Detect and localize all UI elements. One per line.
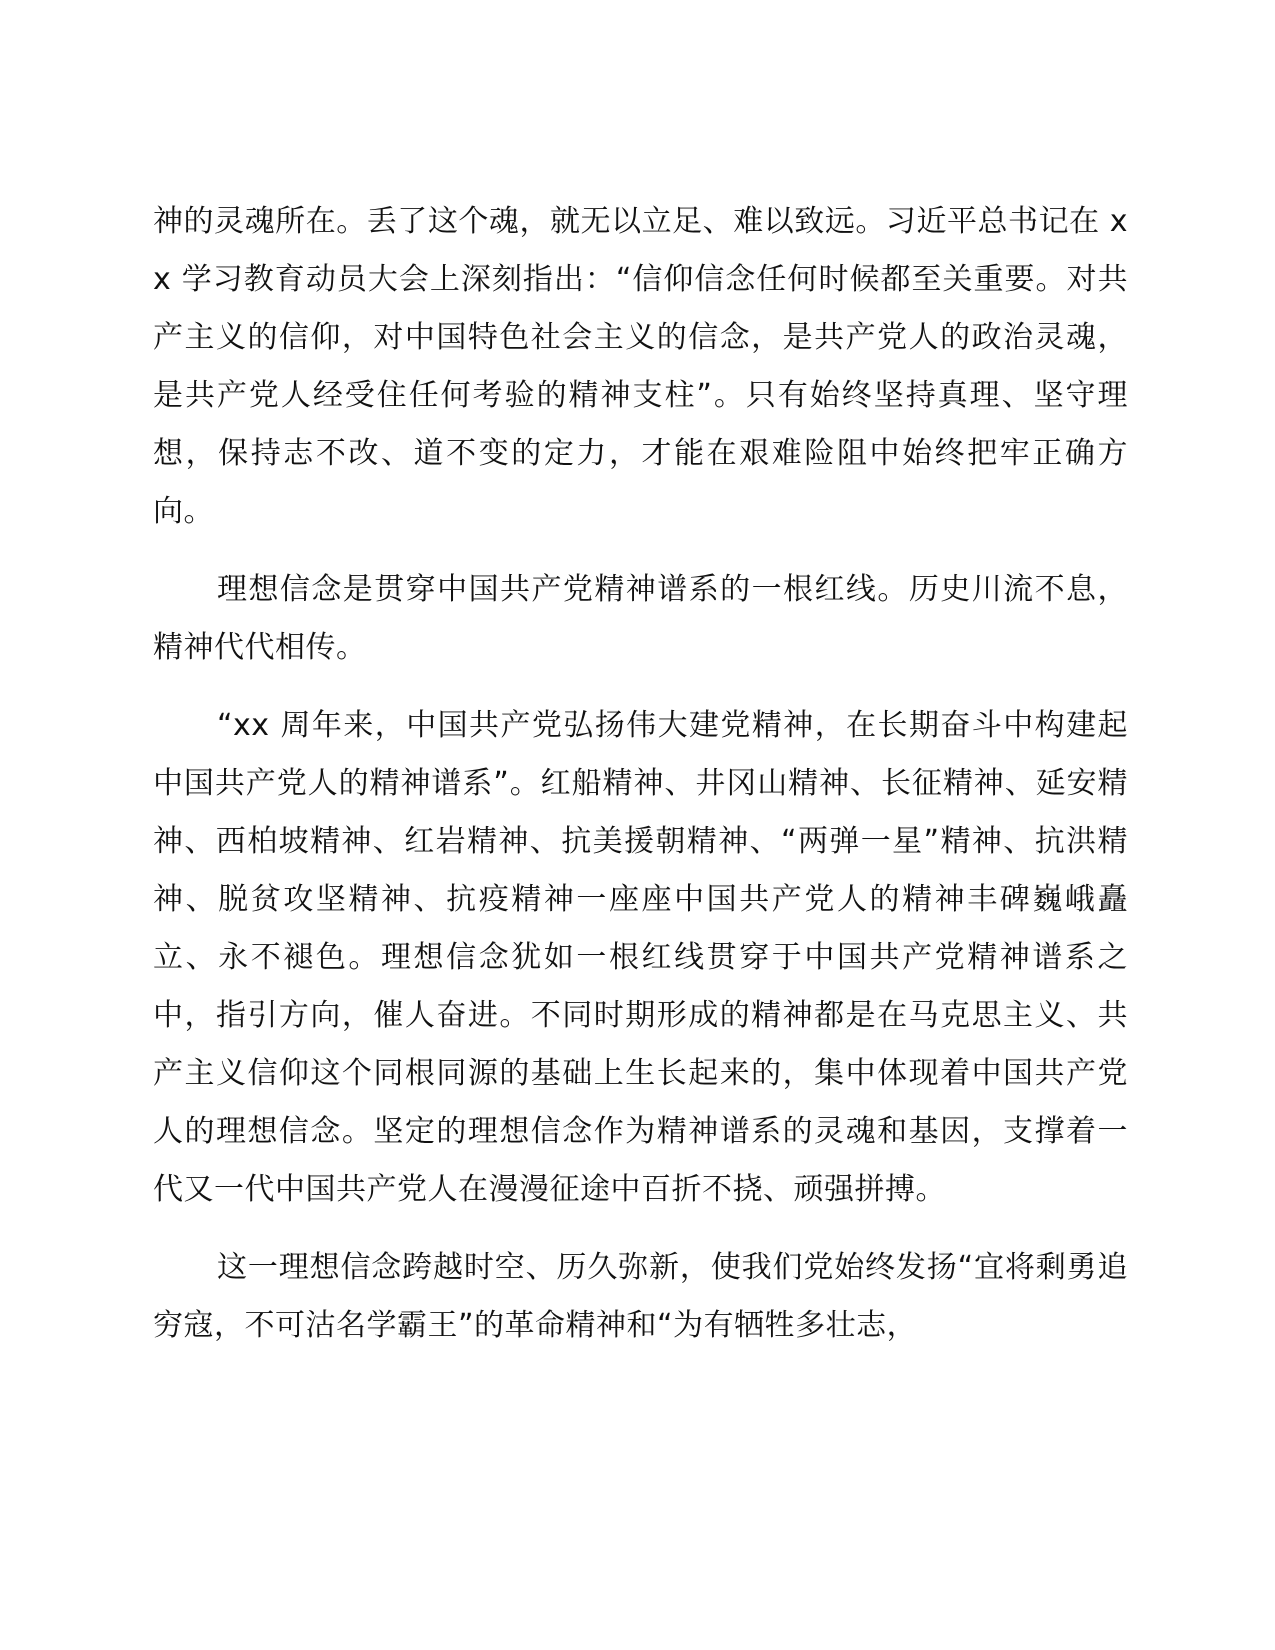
- paragraph-1: 神的灵魂所在。丢了这个魂，就无以立足、难以致远。习近平总书记在 xx 学习教育动员大会上深刻指出：“信仰信念任何时候都至关重要。对共产主义的信仰，对中国特色社会主义的信念，是共产党人的政治灵魂，是共产党人经受住任何考验的精神支柱”。只有始终坚持真理、坚守理想，保持志不改、道不变的定力，才能在艰难险阻中始终把牢正确方向。: [153, 204, 1128, 529]
- paragraph-4: 这一理想信念跨越时空、历久弥新，使我们党始终发扬“宜将剩勇追穷寇，不可沽名学霸王”的革命精神和“为有牺牲多壮志，: [153, 1250, 1128, 1343]
- paragraph-3: “xx 周年来，中国共产党弘扬伟大建党精神，在长期奋斗中构建起中国共产党人的精神谱系”。红船精神、井冈山精神、长征精神、延安精神、西柏坡精神、红岩精神、抗美援朝精神、“两弹一星”精神、抗洪精神、脱贫攻坚精神、抗疫精神一座座中国共产党人的精神丰碑巍峨矗立、永不褪色。理想信念犹如一根红线贯穿于中国共产党精神谱系之中，指引方向，催人奋进。不同时期形成的精神都是在马克思主义、共产主义信仰这个同根同源的基础上生长起来的，集中体现着中国共产党人的理想信念。坚定的理想信念作为精神谱系的灵魂和基因，支撑着一代又一代中国共产党人在漫漫征途中百折不挠、顽强拼搏。: [153, 708, 1128, 1207]
- paragraph-2: 理想信念是贯穿中国共产党精神谱系的一根红线。历史川流不息，精神代代相传。: [153, 572, 1128, 665]
- document-body: [153, 193, 1128, 1355]
